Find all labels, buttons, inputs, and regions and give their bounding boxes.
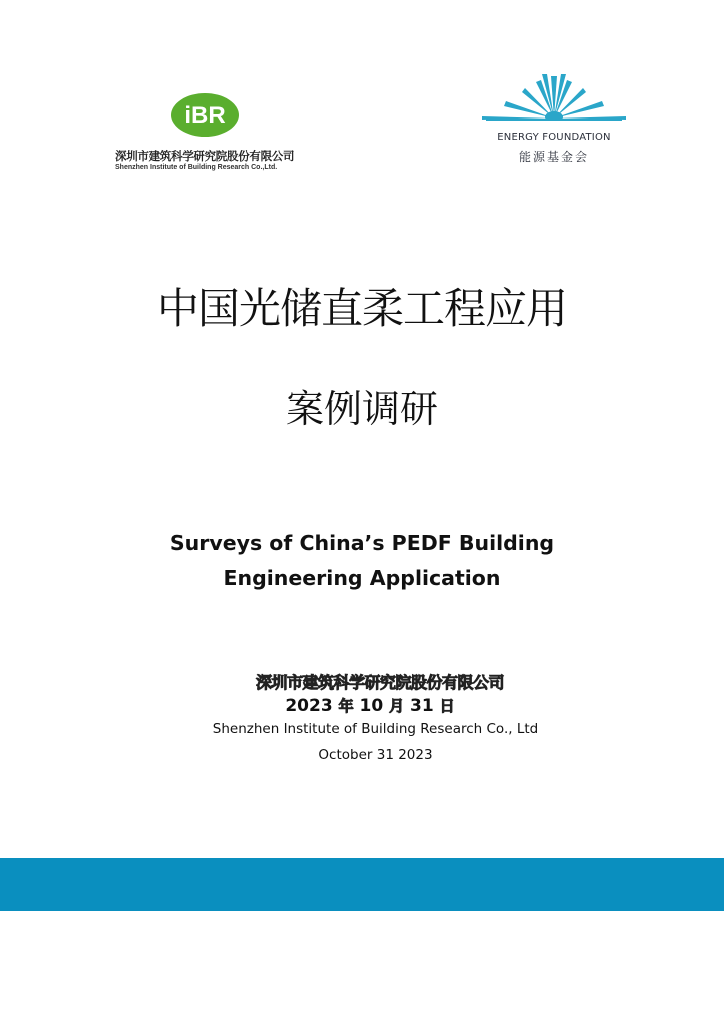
footer-color-band xyxy=(0,858,724,911)
starburst-icon xyxy=(478,72,630,130)
ibr-name-en: Shenzhen Institute of Building Research Co.,Ltd. xyxy=(115,164,278,171)
ibr-badge-text: iBR xyxy=(184,102,226,129)
title-en-line1: Surveys of China’s PEDF Building xyxy=(169,531,555,555)
publish-date-en: October 31 2023 xyxy=(318,747,433,763)
energy-foundation-name-cn: 能源基金会 xyxy=(518,150,589,164)
energy-foundation-name-en: ENERGY FOUNDATION xyxy=(497,132,611,143)
publisher-name-cn: 深圳市建筑科学研究院股份有限公司 xyxy=(255,673,504,692)
title-cn-line2: 案例调研 xyxy=(285,387,438,431)
ibr-logo xyxy=(112,90,302,174)
date-day-unit: 日 xyxy=(439,697,455,715)
title-cn-line1: 中国光储直柔工程应用 xyxy=(156,284,567,333)
ibr-badge-icon xyxy=(170,92,240,138)
publisher-name-en: Shenzhen Institute of Building Research Co., Ltd xyxy=(212,721,539,737)
date-day: 31 xyxy=(410,696,434,716)
ibr-name-cn: 深圳市建筑科学研究院股份有限公司 xyxy=(115,149,295,163)
title-en xyxy=(0,526,724,596)
date-month: 10 xyxy=(359,696,384,716)
date-year: 2023 xyxy=(285,696,333,716)
date-month-unit: 月 xyxy=(389,697,405,715)
publish-date-cn xyxy=(0,695,724,716)
title-en-line2: Engineering Application xyxy=(223,566,501,590)
date-year-unit: 年 xyxy=(338,697,354,715)
energy-foundation-logo xyxy=(478,72,630,167)
